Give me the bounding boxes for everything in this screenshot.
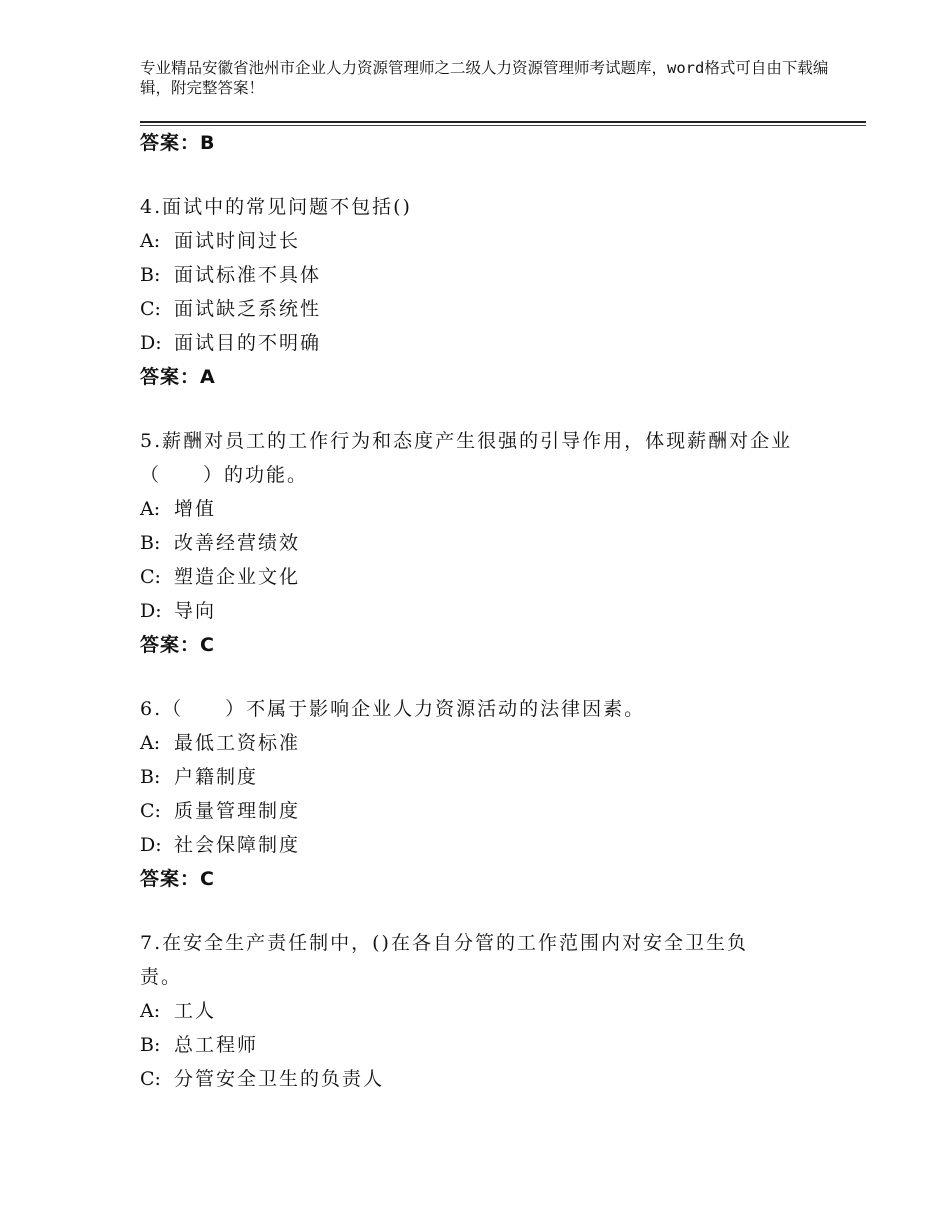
question-stem: 5.薪酬对员工的工作行为和态度产生很强的引导作用，体现薪酬对企业（ ）的功能。 (140, 430, 793, 486)
option-text: 导向 (174, 600, 217, 622)
option-text: 面试缺乏系统性 (174, 298, 322, 320)
option-letter: B: (140, 766, 161, 788)
option-c (140, 292, 840, 326)
option-text: 总工程师 (174, 1034, 259, 1056)
option-letter: B: (140, 264, 161, 286)
option-letter: D: (140, 834, 162, 856)
question-stem: 7.在安全生产责任制中，()在各自分管的工作范围内对安全卫生负责。 (140, 932, 748, 988)
option-b (140, 258, 840, 292)
option-text: 增值 (174, 498, 217, 520)
question-list (140, 124, 840, 1096)
question-stem: 6.（ ）不属于影响企业人力资源活动的法律因素。 (140, 698, 646, 720)
option-c (140, 1062, 840, 1096)
option-text: 面试标准不具体 (174, 264, 322, 286)
question-4 (140, 190, 840, 394)
question-7 (140, 926, 840, 1096)
option-letter: A: (140, 230, 161, 252)
option-letter: B: (140, 532, 161, 554)
option-letter: C: (140, 1068, 161, 1090)
option-text: 最低工资标准 (174, 732, 301, 754)
question-stem: 4.面试中的常见问题不包括() (140, 196, 412, 218)
option-letter: C: (140, 566, 161, 588)
option-a (140, 224, 840, 258)
option-b (140, 760, 840, 794)
question-6 (140, 692, 840, 896)
option-a (140, 492, 840, 526)
answer-label: 答案：C (140, 868, 215, 890)
option-b (140, 1028, 840, 1062)
option-d (140, 828, 840, 862)
option-c (140, 560, 840, 594)
option-letter: D: (140, 332, 162, 354)
option-letter: A: (140, 732, 161, 754)
previous-answer: 答案：B (140, 132, 216, 154)
option-text: 塑造企业文化 (174, 566, 301, 588)
header-rule-thick (140, 121, 866, 123)
question-5 (140, 424, 840, 662)
option-text: 分管安全卫生的负责人 (174, 1068, 385, 1090)
page-header: 专业精品安徽省池州市企业人力资源管理师之二级人力资源管理师考试题库，word格式可自由下载编辑，附完整答案！ (140, 59, 829, 97)
option-text: 社会保障制度 (174, 834, 301, 856)
option-d (140, 326, 840, 360)
option-a (140, 726, 840, 760)
option-b (140, 526, 840, 560)
option-a (140, 994, 840, 1028)
option-text: 面试目的不明确 (174, 332, 322, 354)
option-text: 质量管理制度 (174, 800, 301, 822)
answer-label: 答案：A (140, 366, 216, 388)
option-text: 面试时间过长 (174, 230, 301, 252)
option-letter: B: (140, 1034, 161, 1056)
option-d (140, 594, 840, 628)
option-letter: A: (140, 1000, 161, 1022)
option-letter: A: (140, 498, 161, 520)
option-letter: C: (140, 298, 161, 320)
option-letter: C: (140, 800, 161, 822)
option-letter: D: (140, 600, 162, 622)
answer-label: 答案：C (140, 634, 215, 656)
option-text: 工人 (174, 1000, 217, 1022)
option-text: 户籍制度 (174, 766, 259, 788)
option-c (140, 794, 840, 828)
option-text: 改善经营绩效 (174, 532, 301, 554)
